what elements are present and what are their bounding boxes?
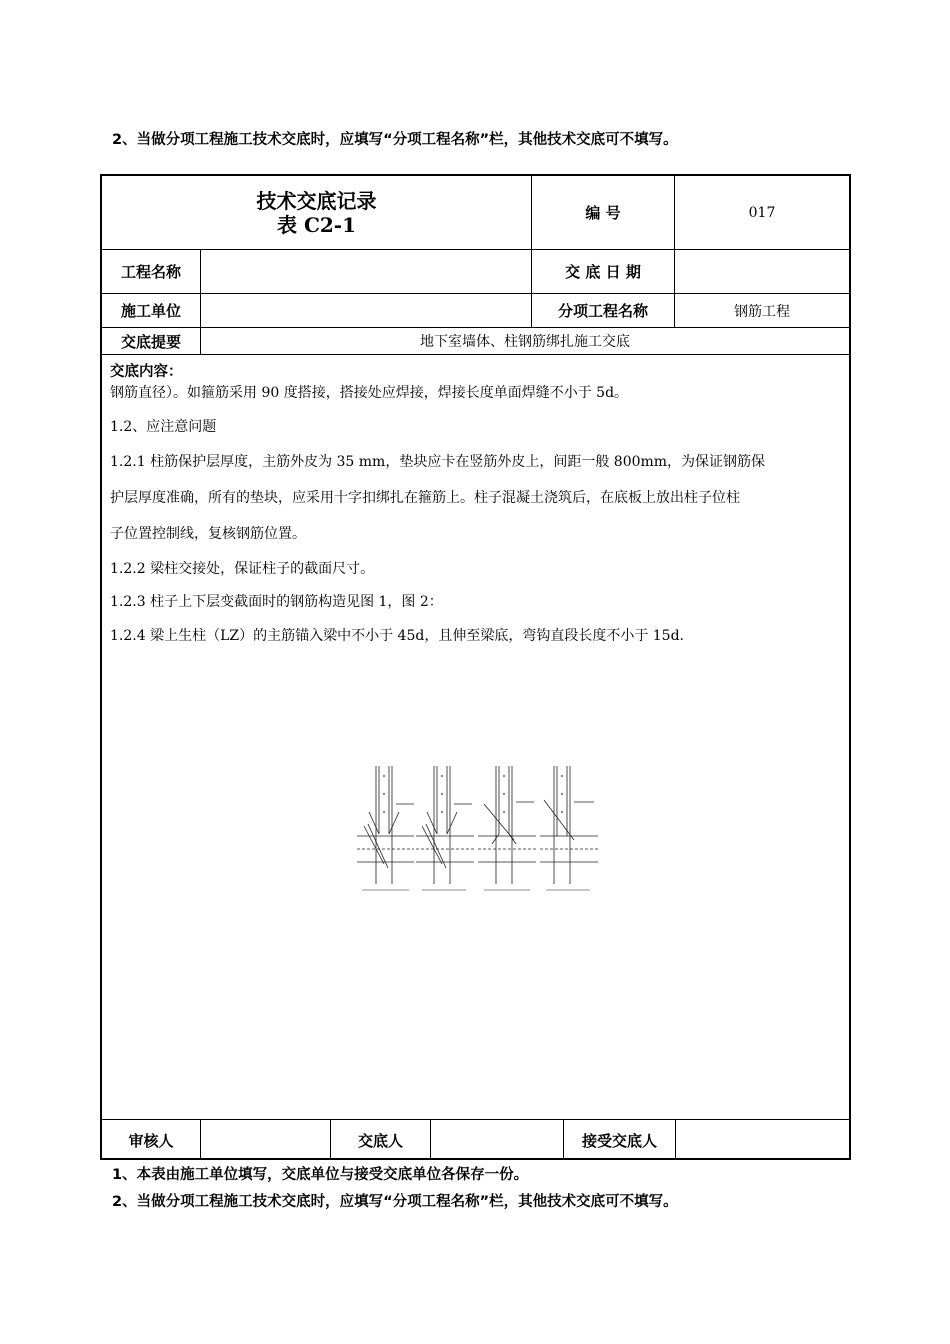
content-line: 子位置控制线，复核钢筋位置。: [110, 526, 306, 542]
content-line: 1.2.2 梁柱交接处，保证柱子的截面尺寸。: [110, 561, 375, 577]
form-title: 技术交底记录: [256, 188, 377, 213]
receiver-label: 接受交底人: [581, 1131, 657, 1150]
row-divider: [102, 354, 849, 355]
project-name-label: 工程名称: [120, 263, 181, 281]
column-detail-2: [416, 766, 474, 884]
top-note: 2、当做分项工程施工技术交底时，应填写“分项工程名称”栏，其他技术交底可不填写。: [112, 132, 678, 148]
number-label: 编 号: [585, 204, 621, 222]
content-label: 交底内容：: [110, 364, 183, 380]
rebar-detail-drawing: [354, 764, 704, 904]
summary-label: 交底提要: [120, 332, 181, 351]
column-detail-3: [478, 766, 536, 884]
column-detail-1: [357, 766, 414, 884]
form-title-block: [102, 176, 531, 249]
content-line: 1.2.3 柱子上下层变截面时的钢筋构造见图 1，图 2：: [110, 594, 443, 610]
subitem-value: 钢筋工程: [734, 303, 790, 320]
number-value: 017: [748, 204, 776, 221]
reviewer-label: 审核人: [128, 1131, 174, 1150]
content-line: 护层厚度准确，所有的垫块，应采用十字扣绑扎在箍筋上。柱子混凝土浇筑后，在底板上放出柱子位柱: [110, 490, 740, 506]
content-line: 1.2.1 柱筋保护层厚度，主筋外皮为 35 mm，垫块应卡在竖筋外皮上，间距一般 800mm，为保证钢筋保: [110, 454, 766, 470]
discloser-label: 交底人: [357, 1131, 403, 1150]
date-field[interactable]: [675, 250, 849, 293]
receiver-field[interactable]: [676, 1120, 849, 1160]
summary-value: 地下室墙体、柱钢筋绑扎施工交底: [420, 334, 630, 350]
form-code: 表 C2-1: [276, 212, 356, 237]
bottom-note-2: 2、当做分项工程施工技术交底时，应填写“分项工程名称”栏，其他技术交底可不填写。: [112, 1194, 678, 1210]
project-name-field[interactable]: [201, 250, 531, 293]
reviewer-field[interactable]: [201, 1120, 330, 1160]
contractor-field[interactable]: [201, 294, 531, 327]
content-line: 1.2.4 梁上生柱（LZ）的主筋锚入梁中不小于 45d，且伸至梁底，弯钩直段长度不小于 15d.: [110, 628, 684, 644]
discloser-field[interactable]: [431, 1120, 563, 1160]
subitem-label: 分项工程名称: [557, 302, 648, 320]
disclosure-form: [100, 174, 851, 1160]
contractor-label: 施工单位: [120, 302, 181, 320]
content-line: 钢筋直径）。如箍筋采用 90 度搭接，搭接处应焊接，焊接长度单面焊缝不小于 5d。: [110, 385, 629, 401]
column-detail-4: [540, 766, 598, 884]
date-label: 交 底 日 期: [565, 263, 641, 281]
bottom-note-1: 1、本表由施工单位填写，交底单位与接受交底单位各保存一份。: [112, 1167, 529, 1183]
content-line: 1.2、应注意问题: [110, 419, 217, 435]
